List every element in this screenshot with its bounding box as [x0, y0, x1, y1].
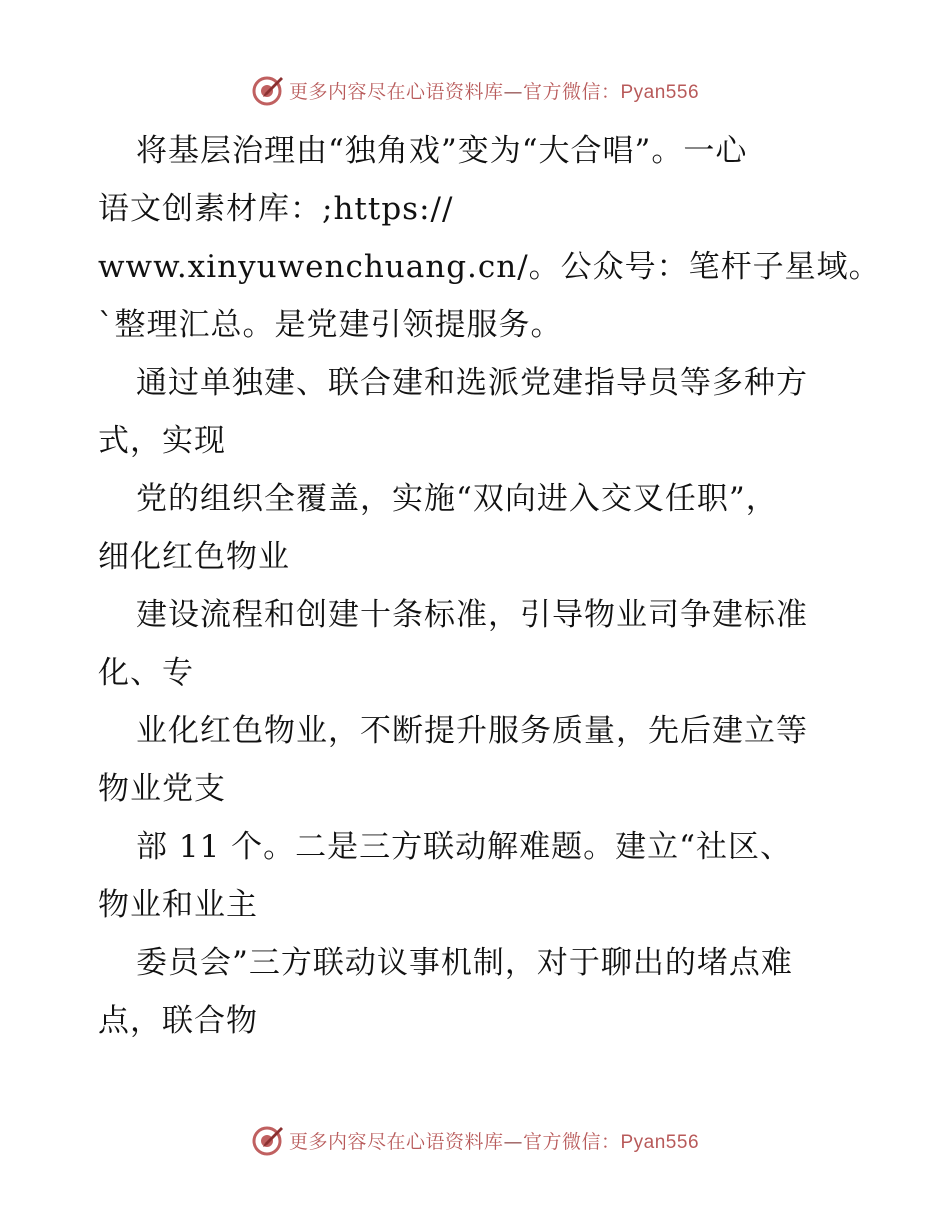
body-line: 部 11 个。二是三方联动解难题。建立“社区、	[136, 829, 793, 865]
header-watermark	[0, 70, 950, 110]
header-watermark-text	[289, 77, 699, 104]
header-separator: —	[503, 80, 523, 103]
body-line: www.xinyuwenchuang.cn/。公众号：笔杆子星域。	[98, 249, 881, 285]
body-line: 式，实现	[98, 423, 226, 459]
footer-watermark	[0, 1120, 950, 1160]
pen-logo-icon	[251, 1123, 285, 1157]
body-line: 物业和业主	[98, 887, 258, 923]
footer-contact-value: Pyan556	[620, 1131, 700, 1153]
body-line: 建设流程和创建十条标准，引导物业司争建标准	[136, 597, 808, 633]
body-line: 通过单独建、联合建和选派党建指导员等多种方	[136, 365, 808, 401]
footer-contact-label: 官方微信：	[522, 1130, 621, 1153]
pen-logo-icon	[251, 73, 285, 107]
footer-separator: —	[503, 1130, 523, 1153]
body-line: 物业党支	[98, 771, 226, 807]
body-line: 将基层治理由“独角戏”变为“大合唱”。一心	[136, 133, 748, 169]
body-line: 细化红色物业	[98, 539, 290, 575]
body-line: 委员会”三方联动议事机制，对于聊出的堵点难	[136, 945, 793, 981]
body-line: 化、专	[98, 655, 194, 691]
footer-watermark-text	[289, 1127, 699, 1154]
body-line: 党的组织全覆盖，实施“双向进入交叉任职”，	[136, 481, 778, 517]
body-line: 语文创素材库：;https://	[98, 191, 454, 227]
header-brand-text: 更多内容尽在心语资料库	[288, 80, 504, 103]
body-line: `整理汇总。是党建引领提服务。	[98, 307, 563, 343]
body-line: 业化红色物业，不断提升服务质量，先后建立等	[136, 713, 808, 749]
header-contact-label: 官方微信：	[522, 80, 621, 103]
body-line: 点，联合物	[98, 1003, 258, 1039]
header-contact-value: Pyan556	[620, 81, 700, 103]
document-body	[98, 122, 881, 1050]
footer-brand-text: 更多内容尽在心语资料库	[288, 1130, 504, 1153]
